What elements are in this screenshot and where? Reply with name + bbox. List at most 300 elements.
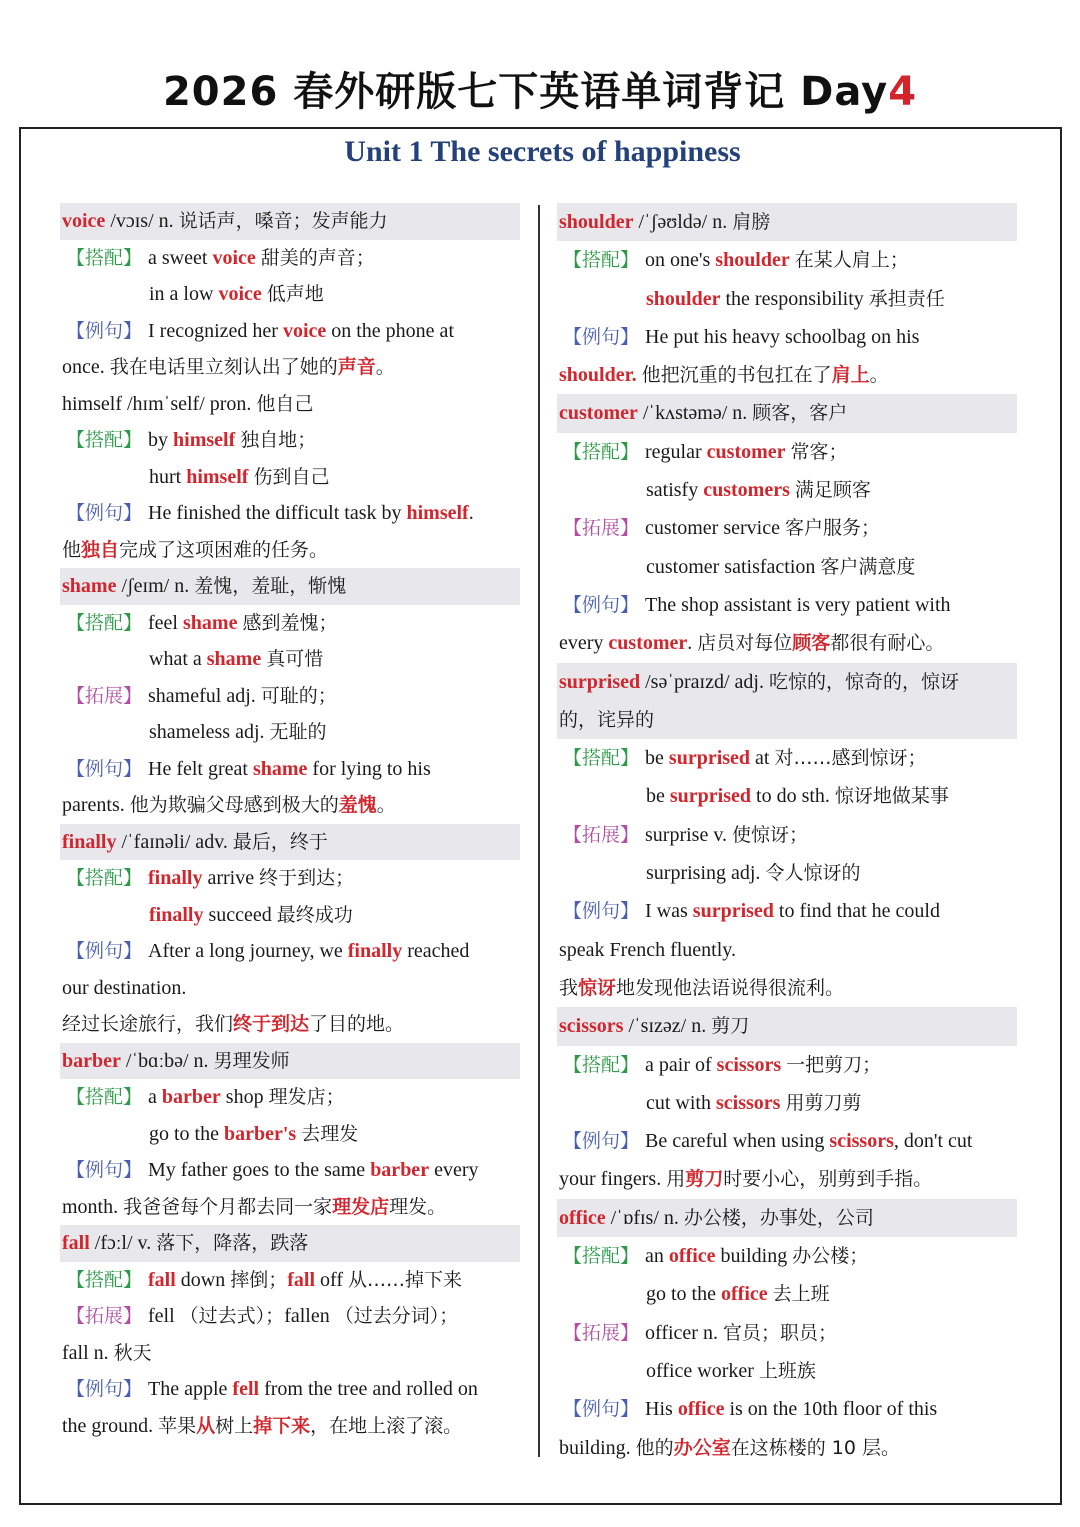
highlighted-word: scissors: [716, 1091, 781, 1114]
english-text: The shop assistant is very patient with: [645, 593, 951, 616]
chinese-text: 可耻的；: [260, 684, 337, 707]
entry-line: [62, 751, 520, 788]
entry-line: [559, 471, 1017, 509]
chinese-text: 秋天: [113, 1341, 152, 1364]
chinese-text: 树上: [215, 1414, 254, 1437]
english-text: /ˈbɑːbə/ n.: [120, 1049, 214, 1072]
entry-line: [559, 1046, 1017, 1084]
entry-line: [62, 1335, 520, 1372]
headword: finally: [62, 830, 117, 853]
english-text: the responsibility: [720, 287, 869, 310]
entry-line: [559, 1352, 1017, 1390]
chinese-text: 对……感到惊讶；: [774, 747, 927, 770]
english-text: go to the: [646, 1283, 721, 1306]
highlighted-word: customer: [608, 632, 688, 655]
day-number: 4: [888, 69, 918, 115]
chinese-text: （过去式）；: [179, 1305, 285, 1327]
chinese-text: 我爸爸每个月都去同一家: [123, 1195, 333, 1218]
chinese-text: 吃惊的，惊奇的，惊讶: [768, 670, 959, 693]
example-tag: 【例句】: [66, 940, 143, 962]
entry-line: [559, 1275, 1017, 1313]
entry-header-line: [60, 1043, 520, 1080]
entry-line: [62, 605, 520, 642]
highlighted-word: finally: [149, 903, 204, 926]
highlighted-word: surprised: [692, 900, 774, 923]
highlighted-chinese: 从: [196, 1414, 216, 1437]
entry-header-line: [60, 568, 520, 605]
headword: shame: [62, 575, 117, 597]
entry-line: [62, 787, 520, 824]
entry-line: [62, 495, 520, 532]
entry-line: [62, 1408, 520, 1445]
extension-tag: 【拓展】: [66, 684, 143, 707]
right-column: [559, 203, 1017, 1467]
chinese-text: 去理发: [301, 1122, 359, 1145]
chinese-text: 都很有耐心。: [830, 632, 945, 655]
entry-header-line: [557, 1007, 1017, 1045]
highlighted-chinese: 剪刀: [685, 1168, 724, 1191]
chinese-text: 肩膀: [732, 211, 771, 233]
highlighted-word: voice: [212, 246, 256, 269]
example-tag: 【例句】: [563, 1398, 640, 1421]
headword: surprised: [559, 670, 641, 693]
english-text: building.: [559, 1436, 636, 1459]
chinese-text: 说话声，嗓音；发声能力: [178, 210, 388, 232]
entry-header-line: [60, 824, 520, 861]
english-text: a: [148, 1086, 162, 1108]
english-text: Be careful when using: [645, 1130, 830, 1153]
english-text: parents.: [62, 794, 130, 816]
english-text: shameful adj.: [148, 684, 261, 707]
english-text: on one's: [645, 249, 716, 272]
entry-header-line: [60, 1225, 520, 1262]
english-text: /ʃeɪm/ n.: [116, 575, 195, 597]
headword: shoulder: [559, 211, 634, 233]
chinese-text: 独自地；: [240, 429, 317, 451]
chinese-text: 令人惊讶的: [765, 862, 861, 885]
chinese-text: 摔倒；: [230, 1268, 288, 1291]
english-text: arrive: [202, 867, 260, 889]
english-text: speak French fluently.: [559, 938, 736, 961]
english-text: My father goes to the same: [148, 1159, 371, 1181]
english-text: be: [645, 747, 669, 770]
entry-line: [559, 1084, 1017, 1122]
entry-line: [559, 1237, 1017, 1275]
english-text: /vɔɪs/ n.: [105, 210, 179, 232]
chinese-text: 客户满意度: [820, 555, 916, 578]
entry-line: [62, 1189, 520, 1226]
chinese-text: 终于到达；: [259, 867, 355, 889]
english-text: surprise v.: [645, 823, 733, 846]
highlighted-word: customers: [703, 479, 790, 502]
english-text: fall n.: [62, 1341, 114, 1364]
highlighted-word: office: [721, 1283, 768, 1306]
english-text: off: [315, 1268, 349, 1291]
entry-line: [559, 1160, 1017, 1198]
entry-line: [62, 1152, 520, 1189]
chinese-text: 男理发师: [213, 1049, 290, 1072]
english-text: by: [148, 429, 174, 451]
chinese-text: 理发。: [389, 1195, 447, 1218]
highlighted-chinese: 肩上: [831, 364, 870, 387]
english-text: customer satisfaction: [646, 555, 821, 578]
entry-line: [559, 1314, 1017, 1352]
collocation-tag: 【搭配】: [66, 867, 143, 889]
extension-tag: 【拓展】: [66, 1305, 143, 1327]
entry-line: [62, 1116, 520, 1153]
chinese-text: 店员对每位: [697, 632, 793, 655]
highlighted-chinese: 声音: [337, 356, 376, 378]
english-text: our destination.: [62, 976, 187, 999]
english-text: satisfy: [646, 479, 704, 502]
english-text: what a: [149, 648, 207, 670]
english-text: , don't cut: [893, 1130, 973, 1153]
entry-line: [559, 1122, 1017, 1160]
chinese-text: 上班族: [758, 1359, 816, 1382]
chinese-text: 。: [375, 356, 395, 378]
english-text: himself /hɪmˈself/ pron.: [62, 392, 257, 415]
collocation-tag: 【搭配】: [563, 249, 640, 272]
entry-line: [559, 854, 1017, 892]
english-text: fallen: [284, 1305, 335, 1327]
chinese-text: 真可惜: [266, 648, 324, 670]
chinese-text: 承担责任: [868, 287, 945, 310]
chinese-text: 我在电话里立刻认出了她的: [109, 356, 338, 378]
chinese-text: 从……掉下来: [348, 1268, 463, 1291]
chinese-text: 羞愧，羞耻，惭愧: [194, 575, 347, 597]
highlighted-word: shoulder.: [559, 364, 637, 387]
english-text: /ˈsɪzəz/ n.: [623, 1015, 712, 1038]
entry-line: [559, 777, 1017, 815]
chinese-text: 办公楼，办事处，公司: [683, 1206, 874, 1229]
entry-line: [559, 1429, 1017, 1467]
english-text: surprising adj.: [646, 862, 766, 885]
chinese-text: 他的: [635, 1436, 674, 1459]
entry-line: [62, 422, 520, 459]
highlighted-chinese: 办公室: [673, 1436, 731, 1459]
entry-line: [559, 816, 1017, 854]
chinese-text: 满足顾客: [794, 479, 871, 502]
chinese-text: 用: [666, 1168, 686, 1191]
english-text: shop: [220, 1086, 269, 1108]
entry-line: [62, 1006, 520, 1043]
entry-line: [62, 532, 520, 569]
english-text: .: [468, 502, 474, 524]
english-text: regular: [645, 440, 707, 463]
entry-line: [559, 624, 1017, 662]
chinese-text: 办公楼；: [792, 1245, 869, 1268]
entry-line: [62, 970, 520, 1007]
highlighted-word: shoulder: [715, 249, 790, 272]
entry-header-line: [60, 203, 520, 240]
highlighted-word: surprised: [668, 747, 751, 770]
highlighted-word: shame: [252, 757, 308, 780]
chinese-text: 他自己: [256, 392, 314, 415]
headword: voice: [62, 210, 106, 232]
english-text: shameless adj.: [149, 721, 270, 743]
english-text: After a long journey, we: [148, 940, 348, 962]
english-text: your fingers.: [559, 1168, 667, 1191]
chinese-text: 最终成功: [276, 903, 353, 926]
highlighted-chinese: 顾客: [792, 632, 831, 655]
highlighted-word: surprised: [669, 785, 752, 808]
english-text: every: [559, 632, 609, 655]
extension-tag: 【拓展】: [563, 1321, 640, 1344]
column-divider: [538, 205, 540, 1457]
highlighted-word: fell: [232, 1378, 260, 1400]
chinese-text: （过去分词）；: [334, 1305, 459, 1327]
entry-line: [559, 433, 1017, 471]
highlighted-word: barber: [370, 1159, 430, 1181]
highlighted-word: finally: [148, 867, 203, 889]
collocation-tag: 【搭配】: [66, 611, 143, 634]
english-text: to do sth.: [751, 785, 835, 808]
entry-line: [62, 1079, 520, 1116]
english-text: reached: [402, 940, 470, 962]
chinese-text: 常客；: [790, 440, 848, 463]
entry-header-line: [557, 663, 1017, 701]
highlighted-word: himself: [186, 465, 249, 488]
english-text: I recognized her: [148, 319, 283, 342]
chinese-text: 用剪刀剪: [785, 1091, 862, 1114]
chinese-text: 官员；职员；: [722, 1321, 837, 1344]
chinese-text: 低声地: [266, 283, 324, 305]
highlighted-word: voice: [282, 319, 327, 342]
entry-line: [62, 313, 520, 350]
collocation-tag: 【搭配】: [563, 440, 640, 463]
english-text: officer n.: [645, 1321, 723, 1344]
entry-line: [62, 1371, 520, 1408]
english-text: the ground.: [62, 1414, 159, 1437]
entry-line: [62, 240, 520, 277]
headword: office: [559, 1206, 606, 1229]
highlighted-chinese: 羞愧: [338, 794, 377, 816]
headword: fall: [62, 1232, 90, 1254]
collocation-tag: 【搭配】: [563, 1053, 640, 1076]
english-text: /səˈpraɪzd/ adj.: [640, 670, 769, 693]
entry-line: [559, 969, 1017, 1007]
highlighted-word: barber's: [224, 1122, 297, 1145]
entry-line: [559, 1390, 1017, 1428]
english-text: an: [645, 1245, 669, 1268]
entry-line: [62, 714, 520, 751]
collocation-tag: 【搭配】: [66, 1268, 143, 1291]
highlighted-word: scissors: [716, 1053, 782, 1076]
highlighted-chinese: 独自: [81, 538, 120, 561]
highlighted-word: office: [668, 1245, 716, 1268]
entry-line: [559, 931, 1017, 969]
english-text: He put his heavy schoolbag on his: [645, 325, 920, 348]
highlighted-word: voice: [218, 283, 262, 305]
example-tag: 【例句】: [563, 325, 640, 348]
entry-line: [559, 241, 1017, 279]
english-text: to find that he could: [773, 900, 940, 923]
chinese-text: 伤到自己: [253, 465, 330, 488]
headword: scissors: [559, 1015, 624, 1038]
english-text: for lying to his: [307, 757, 431, 780]
highlighted-word: office: [677, 1398, 725, 1421]
chinese-text: 去上班: [772, 1283, 830, 1306]
highlighted-word: shoulder: [646, 287, 721, 310]
english-text: month.: [62, 1195, 124, 1218]
english-text: He felt great: [148, 757, 253, 780]
entry-header-line: [557, 1199, 1017, 1237]
entry-line: [559, 586, 1017, 624]
chinese-text: 时要小心，别剪到手指。: [723, 1168, 933, 1191]
entry-line: [62, 459, 520, 496]
highlighted-word: shame: [206, 648, 262, 670]
entry-line: [62, 386, 520, 423]
english-text: /ˈɒfɪs/ n.: [605, 1206, 684, 1229]
chinese-text: 地发现他法语说得很流利。: [616, 976, 845, 999]
highlighted-word: finally: [347, 940, 403, 962]
entry-line: [559, 509, 1017, 547]
entry-line: [559, 892, 1017, 930]
entry-line: [62, 933, 520, 970]
highlighted-word: fall: [287, 1268, 316, 1291]
english-text: /ˈkʌstəmə/ n.: [637, 402, 753, 425]
chinese-text: 最后，终于: [232, 830, 328, 853]
english-text: a sweet: [148, 246, 213, 269]
english-text: building: [715, 1245, 793, 1268]
chinese-text: 无耻的: [269, 721, 327, 743]
chinese-text: 的，诧异的: [559, 708, 655, 731]
entry-line: [62, 349, 520, 386]
entry-header-line: [557, 701, 1017, 739]
english-text: /fɔːl/ v.: [89, 1232, 157, 1254]
chinese-text: 惊讶地做某事: [834, 785, 949, 808]
headword: barber: [62, 1049, 121, 1072]
example-tag: 【例句】: [66, 757, 143, 780]
chinese-text: 。: [869, 364, 889, 387]
english-text: I was: [645, 900, 693, 923]
page-title-text: 2026 春外研版七下英语单词背记 Day: [162, 69, 889, 115]
chinese-text: ，在地上滚了滚。: [310, 1414, 463, 1437]
example-tag: 【例句】: [66, 319, 143, 342]
chinese-text: 完成了这项困难的任务。: [119, 538, 329, 561]
example-tag: 【例句】: [563, 593, 640, 616]
highlighted-word: himself: [406, 502, 469, 524]
entry-line: [62, 641, 520, 678]
english-text: customer service: [645, 517, 785, 540]
chinese-text: 在这栋楼的 10 层。: [730, 1436, 900, 1459]
example-tag: 【例句】: [563, 1130, 640, 1153]
entry-line: [559, 318, 1017, 356]
highlighted-chinese: 惊讶: [578, 976, 617, 999]
entry-line: [559, 548, 1017, 586]
chinese-text: 感到羞愧；: [242, 611, 338, 634]
chinese-text: 使惊讶；: [732, 823, 809, 846]
chinese-text: 他为欺骗父母感到极大的: [129, 794, 339, 816]
highlighted-word: fall: [148, 1268, 176, 1291]
chinese-text: 一把剪刀；: [786, 1053, 882, 1076]
chinese-text: 在某人肩上；: [794, 249, 909, 272]
entry-line: [559, 356, 1017, 394]
english-text: once.: [62, 356, 110, 378]
extension-tag: 【拓展】: [563, 517, 640, 540]
chinese-text: 顾客，客户: [752, 402, 848, 425]
collocation-tag: 【搭配】: [563, 1245, 640, 1268]
english-text: succeed: [203, 903, 277, 926]
example-tag: 【例句】: [66, 1378, 143, 1400]
entry-header-line: [557, 394, 1017, 432]
left-column: [62, 203, 520, 1444]
chinese-text: 客户服务；: [784, 517, 880, 540]
english-text: every: [429, 1159, 479, 1181]
english-text: fell: [148, 1305, 180, 1327]
english-text: /ˈʃəʊldə/ n.: [633, 211, 733, 233]
english-text: office worker: [646, 1359, 759, 1382]
collocation-tag: 【搭配】: [66, 429, 143, 451]
english-text: be: [646, 785, 670, 808]
chinese-text: 经过长途旅行，我们: [62, 1013, 234, 1035]
page-title: [0, 62, 1080, 122]
entry-line: [62, 276, 520, 313]
entry-line: [62, 1262, 520, 1299]
english-text: on the phone at: [326, 319, 454, 342]
example-tag: 【例句】: [66, 502, 143, 524]
highlighted-chinese: 理发店: [332, 1195, 390, 1218]
english-text: in a low: [149, 283, 219, 305]
extension-tag: 【拓展】: [563, 823, 640, 846]
english-text: hurt: [149, 465, 187, 488]
entry-header-line: [557, 203, 1017, 241]
entry-line: [559, 739, 1017, 777]
unit-heading: Unit 1 The secrets of happiness: [344, 135, 741, 168]
example-tag: 【例句】: [563, 900, 640, 923]
entry-line: [62, 1298, 520, 1335]
highlighted-chinese: 掉下来: [253, 1414, 311, 1437]
entry-line: [62, 897, 520, 934]
english-text: He finished the difficult task by: [148, 502, 407, 524]
english-text: /ˈfaɪnəli/ adv.: [116, 830, 233, 853]
english-text: His: [645, 1398, 678, 1421]
english-text: at: [750, 747, 775, 770]
chinese-text: 了目的地。: [309, 1013, 405, 1035]
entry-line: [62, 678, 520, 715]
english-text: a pair of: [645, 1053, 717, 1076]
english-text: from the tree and rolled on: [259, 1378, 478, 1400]
chinese-text: 苹果: [158, 1414, 197, 1437]
english-text: go to the: [149, 1122, 224, 1145]
english-text: The apple: [148, 1378, 233, 1400]
headword: customer: [559, 402, 638, 425]
highlighted-word: shame: [183, 611, 238, 634]
collocation-tag: 【搭配】: [66, 246, 143, 269]
example-tag: 【例句】: [66, 1159, 143, 1181]
chinese-text: 。: [376, 794, 396, 816]
chinese-text: 甜美的声音；: [260, 246, 375, 269]
collocation-tag: 【搭配】: [563, 747, 640, 770]
english-text: down: [175, 1268, 231, 1291]
english-text: is on the 10th floor of this: [724, 1398, 938, 1421]
chinese-text: 剪刀: [711, 1015, 750, 1038]
highlighted-word: customer: [706, 440, 786, 463]
collocation-tag: 【搭配】: [66, 1086, 143, 1108]
highlighted-word: himself: [173, 429, 236, 451]
chinese-text: 他把沉重的书包扛在了: [641, 364, 832, 387]
english-text: .: [687, 632, 698, 655]
entry-line: [62, 860, 520, 897]
highlighted-word: scissors: [829, 1130, 894, 1153]
highlighted-word: barber: [161, 1086, 221, 1108]
chinese-text: 他: [62, 538, 82, 561]
chinese-text: 落下，降落，跌落: [156, 1232, 309, 1254]
english-text: cut with: [646, 1091, 716, 1114]
chinese-text: 我: [559, 976, 579, 999]
english-text: feel: [148, 611, 183, 634]
chinese-text: 理发店；: [268, 1086, 345, 1108]
